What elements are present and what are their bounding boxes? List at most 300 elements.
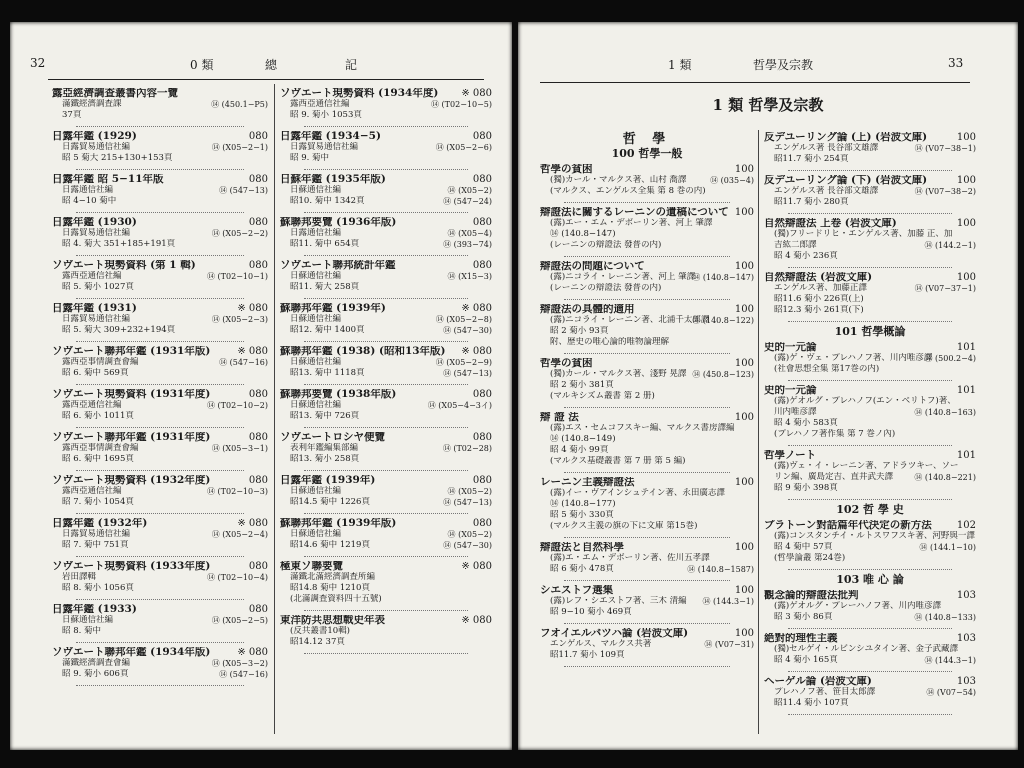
entry-detail-line (280, 454, 492, 465)
entry-detail-line (764, 229, 976, 240)
entry-class-number: 101 (956, 385, 976, 396)
entry-class-number: ※ 080 (237, 346, 268, 357)
entry-call-number: ⑭ (X05−2−9) (435, 358, 492, 367)
entry-detail-text: (露)レフ・シエストフ著、三木 清編 (550, 596, 687, 606)
entry-class-number: ※ 080 (461, 88, 492, 99)
left-column-1 (52, 88, 268, 690)
entry-detail-line (52, 658, 268, 669)
entry-title: 辯證法に關するレーニンの遺稿について (540, 207, 729, 218)
entry-separator (788, 380, 952, 381)
entry-detail-text: (レーニンの辯證法 發普の内) (550, 283, 662, 293)
entry-detail-line (764, 601, 976, 612)
entry-detail-text: 日露貿易通信社編 (290, 142, 359, 152)
entry-call-number: ⑭ (X05−2−1) (211, 143, 268, 152)
entry-detail-text: 昭 2 菊小 381頁 (550, 380, 614, 390)
entry-separator (304, 384, 468, 385)
entry-detail-text: 昭 4. 菊大 351+185+191頁 (62, 239, 176, 249)
entry-detail-text: 昭12.3 菊小 261頁(下) (774, 305, 864, 315)
entry-detail-line (540, 607, 754, 618)
entry-detail-text: 川内唯彦譯 (774, 407, 817, 417)
entry-class-number: 080 (472, 174, 492, 185)
entry-detail-line (764, 197, 976, 208)
catalog-entry (280, 131, 492, 164)
entry-detail-line (540, 326, 754, 337)
entry-separator (304, 298, 468, 299)
entry-class-number: 100 (734, 164, 754, 175)
entry-separator (76, 341, 244, 342)
entry-detail-text: 昭 5 菊大 215+130+153頁 (62, 153, 173, 163)
entry-detail-text: (露)ゲ・ヴェ・プレハノフ著、川内唯彦譯 (774, 353, 933, 363)
entry-class-number: 100 (956, 175, 976, 186)
right-column-2 (764, 132, 976, 719)
entry-call-number: ⑭ (X05−4−3イ) (427, 401, 492, 410)
entry-separator (304, 341, 468, 342)
catalog-entry (52, 303, 268, 336)
entry-class-number: ※ 080 (237, 518, 268, 529)
entry-detail-text: プレハノフ著、笹目太郎譯 (774, 687, 876, 697)
entry-detail-text: 昭11.7 菊小 109頁 (550, 650, 625, 660)
entry-detail-text: 表利年鑑編集部編 (290, 443, 359, 453)
entry-call-number: ⑭ (450.8−123) (692, 370, 754, 379)
left-page-number: 32 (30, 56, 46, 70)
entry-class-number: 080 (472, 518, 492, 529)
entry-detail-line (540, 445, 754, 456)
entry-detail-text: (社會思想全集 第17巻の内) (774, 364, 880, 374)
entry-detail-line (280, 314, 492, 325)
entry-class-number: 080 (248, 389, 268, 400)
entry-detail-text: 昭13. 菊中 726頁 (290, 411, 360, 421)
entry-detail-text: (獨)カール・マルクス著、淺野 晃譯 (550, 369, 687, 379)
entry-detail-line (52, 282, 268, 293)
entry-detail-text: (露)ゲオルグ・プレーハノフ著、川内唯彦譯 (774, 601, 942, 611)
entry-call-number: ⑭ (X05−2) (447, 530, 492, 539)
entry-call-number: ⑭ (X05−3−1) (211, 444, 268, 453)
catalog-entry (540, 585, 754, 618)
entry-detail-text: 昭 4 菊小 583頁 (774, 418, 838, 428)
catalog-entry (280, 303, 492, 336)
entry-detail-text: エンゲルス著、加藤正譯 (774, 283, 867, 293)
entry-call-number: ⑭ (X05−2) (447, 487, 492, 496)
catalog-entry (280, 561, 492, 605)
entry-class-number: 100 (734, 412, 754, 423)
entry-detail-line (764, 240, 976, 251)
entry-title: 反デユーリング論 (下) (岩波文庫) (764, 175, 928, 186)
entry-detail-line (52, 271, 268, 282)
entry-class-number: 100 (956, 272, 976, 283)
entry-separator (304, 513, 468, 514)
catalog-entry (52, 88, 268, 121)
entry-detail-line (52, 228, 268, 239)
entry-detail-line (280, 357, 492, 368)
entry-separator (788, 445, 952, 446)
entry-detail-text: 昭 3 菊小 86頁 (774, 612, 833, 622)
entry-detail-text: 昭14.8 菊中 1210頁 (290, 583, 370, 593)
catalog-entry (540, 477, 754, 532)
entry-detail-text: 日蘇通信社編 (290, 185, 342, 195)
entry-call-number: ⑭ (140.8−1587) (687, 565, 754, 574)
entry-detail-text: 日蘇通信社編 (290, 271, 342, 281)
entry-title: 蘇聯邦年鑑 (1939年) (280, 303, 386, 314)
entry-detail-text: 日蘇通信社編 (290, 400, 342, 410)
entry-detail-text: リン編、廣島定吉、直井武夫譯 (774, 472, 894, 482)
entry-call-number: ⑭ (547−30) (443, 326, 492, 335)
entry-title: 反デユーリング論 (上) (岩波文庫) (764, 132, 928, 143)
entry-title: フオイエルバツハ論 (岩波文庫) (540, 628, 689, 639)
entry-detail-text: 昭 4 菊中 57頁 (774, 542, 833, 552)
entry-class-number: ※ 080 (461, 615, 492, 626)
entry-call-number: ⑭ (547−16) (219, 670, 268, 679)
entry-detail-line (540, 175, 754, 186)
entry-class-number: 080 (248, 260, 268, 271)
entry-detail-line (52, 454, 268, 465)
entry-detail-text: (マルクス基礎叢書 第 7 册 第 5 編) (550, 456, 686, 466)
entry-detail-line (540, 380, 754, 391)
entry-detail-line (52, 529, 268, 540)
entry-call-number: ⑭ (V07−31) (704, 640, 754, 649)
entry-separator (76, 427, 244, 428)
entry-call-number: ⑭ (X05−2−8) (435, 315, 492, 324)
entry-call-number: ⑭ (450.1−P5) (211, 100, 268, 109)
entry-detail-line (764, 531, 976, 542)
entry-separator (304, 212, 468, 213)
entry-detail-text: (獨)フリードリヒ・エンゲルス著、加藤 正、加 (774, 229, 953, 239)
entry-title: ソヴエート現勢資料 (1931年度) (52, 389, 211, 400)
entry-class-number: 080 (248, 217, 268, 228)
entry-detail-line (280, 325, 492, 336)
entry-separator (76, 126, 244, 127)
entry-title: 史的一元論 (764, 385, 817, 396)
entry-detail-text: 昭 6. 菊中 569頁 (62, 368, 129, 378)
entry-class-number: 100 (734, 628, 754, 639)
catalog-entry (764, 272, 976, 316)
entry-title: ソヴエート聯邦年鑑 (1931年度) (52, 432, 211, 443)
subsection-heading: 101 哲學概論 (834, 325, 906, 338)
entry-class-number: 103 (956, 676, 976, 687)
entry-separator (76, 169, 244, 170)
entry-class-number: 080 (472, 131, 492, 142)
entry-detail-text: 昭13. 菊小 258頁 (290, 454, 360, 464)
catalog-entry (540, 261, 754, 294)
right-header-class: 1 類 (668, 58, 692, 72)
catalog-entry (280, 518, 492, 551)
entry-detail-text: 37頁 (62, 110, 82, 120)
entry-detail-line (540, 229, 754, 240)
entry-detail-line (540, 283, 754, 294)
entry-title: ソヴエート現勢資料 (1934年度) (280, 88, 439, 99)
entry-detail-line (764, 283, 976, 294)
entry-call-number: ⑭ (X05−3−2) (211, 659, 268, 668)
catalog-entry (280, 174, 492, 207)
entry-separator (304, 169, 468, 170)
entry-separator (76, 212, 244, 213)
left-header-char-1: 總 (265, 58, 278, 72)
entry-detail-text: 岩田譯輯 (62, 572, 97, 582)
entry-separator (304, 255, 468, 256)
entry-detail-text: 昭 7. 菊小 1054頁 (62, 497, 134, 507)
entry-title: 哲學ノート (764, 450, 817, 461)
entry-call-number: ⑭ (T02−10−4) (207, 573, 268, 582)
entry-detail-line (540, 186, 754, 197)
subsection-heading: 103 唯 心 論 (836, 573, 904, 586)
entry-detail-text: 昭 2 菊小 93頁 (550, 326, 609, 336)
entry-detail-text: 日露通信社編 (62, 185, 114, 195)
entry-detail-text: 昭 5. 菊小 1027頁 (62, 282, 134, 292)
catalog-entry (764, 450, 976, 494)
entry-detail-text: (北滿調査資料四十五號) (290, 594, 382, 604)
entry-call-number: ⑭ (V07−38−2) (914, 187, 976, 196)
entry-detail-line (764, 407, 976, 418)
entry-separator (788, 213, 952, 214)
entry-class-number: 100 (956, 218, 976, 229)
entry-class-number: 080 (248, 131, 268, 142)
entry-call-number: ⑭ (T02−10−5) (431, 100, 492, 109)
entry-detail-text: 昭 9. 菊小 606頁 (62, 669, 129, 679)
catalog-entry (280, 475, 492, 508)
entry-separator (564, 623, 730, 624)
entry-detail-text: (反共叢書10輯) (290, 626, 350, 636)
subsection-heading: 102 哲 學 史 (836, 503, 904, 516)
entry-detail-line (280, 583, 492, 594)
entry-call-number: ⑭ (035−4) (710, 176, 754, 185)
entry-detail-line (52, 497, 268, 508)
entry-title: 自然辯證法 (岩波文庫) (764, 272, 873, 283)
entry-separator (788, 170, 952, 171)
entry-class-number: 102 (956, 520, 976, 531)
entry-detail-text: 昭 9. 菊小 1053頁 (290, 110, 362, 120)
entry-title: 東洋防共思想戰史年表 (280, 615, 385, 626)
entry-detail-line (280, 540, 492, 551)
entry-detail-line (540, 218, 754, 229)
entry-title: 辯 證 法 (540, 412, 579, 423)
catalog-entry (52, 604, 268, 637)
entry-detail-text: 日蘇通信社編 (290, 357, 342, 367)
left-header-class: 0 類 (190, 58, 214, 72)
entry-detail-text: 昭11.6 菊小 226頁(上) (774, 294, 864, 304)
entry-call-number: ⑭ (500.2−4) (924, 354, 976, 363)
entry-detail-text: 昭11.7 菊小 280頁 (774, 197, 849, 207)
entry-detail-line (540, 337, 754, 348)
entry-title: ソヴエート現勢資料 (第 1 輯) (52, 260, 196, 271)
entry-detail-text: ⑭ (140.8−149) (550, 434, 616, 444)
entry-call-number: ⑭ (X05−2) (447, 186, 492, 195)
entry-detail-line (52, 325, 268, 336)
entry-title: ソヴエートロシヤ便覽 (280, 432, 385, 443)
catalog-entry (764, 520, 976, 564)
entry-detail-text: 昭 7. 菊中 751頁 (62, 540, 129, 550)
entry-detail-text: 日露通信社編 (290, 228, 342, 238)
entry-separator (788, 628, 952, 629)
left-header-char-2: 記 (345, 58, 358, 72)
entry-detail-line (764, 429, 976, 440)
entry-separator (76, 642, 244, 643)
entry-separator (76, 470, 244, 471)
entry-detail-text: 昭11. 菊大 258頁 (290, 282, 360, 292)
entry-detail-text: (哲學論叢 第24巻) (774, 553, 846, 563)
entry-detail-text: 昭11.7 菊小 254頁 (774, 154, 849, 164)
entry-detail-text: 昭12. 菊中 1400頁 (290, 325, 365, 335)
entry-detail-line (52, 400, 268, 411)
entry-detail-line (764, 472, 976, 483)
catalog-entry (52, 260, 268, 293)
entry-call-number: ⑭ (140.8−147) (692, 273, 754, 282)
entry-detail-text: 昭 9 菊小 398頁 (774, 483, 838, 493)
entry-detail-line (52, 368, 268, 379)
entry-detail-line (764, 612, 976, 623)
entry-detail-text: 日蘇通信社編 (290, 314, 342, 324)
entry-title: ソヴエート聯邦年鑑 (1934年版) (52, 647, 211, 658)
entry-title: ソヴエート聯邦年鑑 (1931年版) (52, 346, 211, 357)
entry-detail-text: 滿鐵北滿經濟調査所編 (290, 572, 376, 582)
entry-class-number: 100 (734, 585, 754, 596)
entry-separator (76, 298, 244, 299)
entry-class-number: ※ 080 (237, 303, 268, 314)
entry-detail-line (540, 639, 754, 650)
entry-separator (76, 556, 244, 557)
entry-detail-line (540, 240, 754, 251)
entry-detail-line (52, 142, 268, 153)
right-column-divider (758, 130, 759, 734)
entry-detail-text: 昭11.4 菊小 107頁 (774, 698, 849, 708)
entry-separator (564, 537, 730, 538)
catalog-entry (52, 561, 268, 594)
entry-detail-line (764, 418, 976, 429)
entry-detail-text: 露西亞通信社編 (290, 99, 350, 109)
left-column-divider (274, 84, 275, 734)
entry-detail-text: エンゲルス、マルクス共著 (550, 639, 652, 649)
entry-title: ソヴエート現勢資料 (1932年度) (52, 475, 211, 486)
entry-detail-line (540, 369, 754, 380)
entry-detail-text: (露)エス・セムコフスキー編、マルクス書房譯編 (550, 423, 735, 433)
entry-separator (788, 499, 952, 500)
entry-class-number: 080 (472, 217, 492, 228)
right-header-rule (540, 82, 970, 83)
entry-title: 觀念論的辯證法批判 (764, 590, 859, 601)
right-header-title: 哲學及宗教 (753, 58, 814, 72)
entry-separator (76, 513, 244, 514)
entry-call-number: ⑭ (V07−37−1) (914, 284, 976, 293)
entry-detail-line (280, 411, 492, 422)
catalog-entry (540, 164, 754, 197)
entry-call-number: ⑭ (140.8−163) (914, 408, 976, 417)
entry-separator (788, 321, 952, 322)
entry-detail-text: 昭 6. 菊中 1695頁 (62, 454, 134, 464)
entry-detail-text: 日露貿易通信社編 (62, 228, 131, 238)
entry-separator (788, 671, 952, 672)
entry-detail-text: 昭14.6 菊中 1219頁 (290, 540, 370, 550)
right-column-1 (540, 132, 754, 671)
entry-class-number: 100 (734, 304, 754, 315)
entry-title: シエストフ選集 (540, 585, 614, 596)
entry-detail-line (52, 583, 268, 594)
entry-detail-line (280, 486, 492, 497)
entry-detail-line (540, 596, 754, 607)
entry-class-number: 080 (248, 432, 268, 443)
entry-detail-line (280, 271, 492, 282)
entry-detail-line (52, 99, 268, 110)
entry-call-number: ⑭ (X15−3) (447, 272, 492, 281)
entry-detail-line (280, 99, 492, 110)
entry-detail-line (540, 434, 754, 445)
entry-detail-text: 昭 9. 菊中 (290, 153, 330, 163)
entry-detail-line (280, 368, 492, 379)
entry-detail-text: (露)エ・エム・デボーリン著、佐川五孝譯 (550, 553, 710, 563)
entry-detail-text: 露西亞通信社編 (62, 271, 122, 281)
entry-title: 絶對的理性主義 (764, 633, 838, 644)
entry-separator (76, 685, 244, 686)
entry-separator (564, 202, 730, 203)
section-heading: 哲 學 (622, 132, 672, 147)
entry-call-number: ⑭ (V07−54) (926, 688, 976, 697)
entry-detail-text: 昭 9−10 菊小 469頁 (550, 607, 632, 617)
entry-detail-text: 附、歴史の唯心論的唯物論理解 (550, 337, 670, 347)
entry-detail-text: (プレハノフ著作集 第 7 巻ノ內) (774, 429, 896, 439)
catalog-entry (280, 389, 492, 422)
entry-detail-line (764, 143, 976, 154)
entry-detail-text: エンゲルス著 長谷部文雄譯 (774, 186, 879, 196)
entry-call-number: ⑭ (X05−2−4) (211, 530, 268, 539)
entry-detail-line (540, 272, 754, 283)
entry-separator (76, 599, 244, 600)
entry-detail-text: 昭 6. 菊小 1011頁 (62, 411, 134, 421)
entry-detail-text: 昭10. 菊中 1342頁 (290, 196, 365, 206)
entry-title: ヘーゲル論 (岩波文庫) (764, 676, 872, 687)
entry-title: 蘇聯邦年鑑 (1939年版) (280, 518, 397, 529)
entry-title: 辯證法の具體的適用 (540, 304, 635, 315)
entry-title: プラトーン對話篇年代決定の新方法 (764, 520, 932, 531)
entry-title: レーニン主義辯證法 (540, 477, 635, 488)
catalog-entry (52, 217, 268, 250)
entry-detail-text: 昭14.5 菊中 1226頁 (290, 497, 370, 507)
entry-title: 蘇聯邦要覽 (1938年版) (280, 389, 397, 400)
entry-detail-line (280, 572, 492, 583)
entry-detail-text: 昭 4−10 菊中 (62, 196, 117, 206)
entry-detail-text: (マルキシズム叢書 第 2 册) (550, 391, 655, 401)
entry-separator (304, 470, 468, 471)
entry-separator (76, 384, 244, 385)
entry-detail-text: ⑭ (140.8−147) (550, 229, 616, 239)
entry-detail-text: (露)ニコライ・レーニン著、北浦千太郎譯 (550, 315, 710, 325)
entry-call-number: ⑭ (547−30) (443, 541, 492, 550)
entry-detail-line (280, 626, 492, 637)
entry-detail-line (540, 423, 754, 434)
entry-call-number: ⑭ (547−13) (443, 498, 492, 507)
entry-detail-line (540, 521, 754, 532)
catalog-entry (280, 432, 492, 465)
entry-class-number: ※ 080 (237, 647, 268, 658)
entry-detail-line (764, 294, 976, 305)
entry-detail-text: 昭 5. 菊大 309+232+194頁 (62, 325, 176, 335)
catalog-entry (52, 131, 268, 164)
entry-separator (564, 407, 730, 408)
entry-class-number: 101 (956, 342, 976, 353)
entry-detail-line (52, 615, 268, 626)
entry-title: 史的一元論 (764, 342, 817, 353)
entry-separator (304, 653, 468, 654)
catalog-entry (764, 342, 976, 375)
catalog-entry (280, 346, 492, 379)
catalog-entry (540, 207, 754, 251)
entry-call-number: ⑭ (X05−4) (447, 229, 492, 238)
catalog-entry (280, 260, 492, 293)
entry-class-number: 103 (956, 633, 976, 644)
entry-detail-line (52, 486, 268, 497)
entry-call-number: ⑭ (X05−2−2) (211, 229, 268, 238)
entry-title: 日蘇年鑑 (1935年版) (280, 174, 386, 185)
entry-detail-text: 昭11. 菊中 654頁 (290, 239, 360, 249)
entry-call-number: ⑭ (144.3−1) (924, 656, 976, 665)
entry-detail-text: (獨)セルゲイ・ルビンシユタイン著、金子武藏譯 (774, 644, 958, 654)
entry-detail-text: 日蘇通信社編 (290, 529, 342, 539)
